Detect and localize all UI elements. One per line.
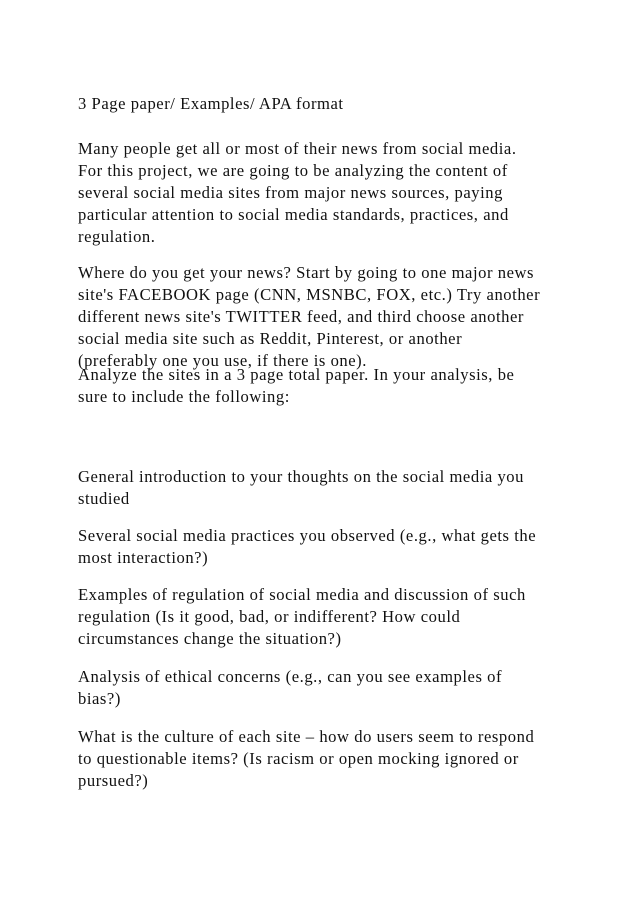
analysis-paragraph: Analyze the sites in a 3 page total paper. In your analysis, be sure to include the following: — [78, 365, 515, 406]
instructions-paragraph: Where do you get your news? Start by going to one major news site's FACEBOOK page (CNN, MSNBC, FOX, etc.) Try another different news site's TWITTER feed, and third choose another social media site such as Reddit, Pinterest, or another (preferably one you use, if there is one). — [78, 263, 541, 370]
requirement-item: General introduction to your thoughts on the social media you studied — [78, 467, 525, 508]
document-title: 3 Page paper/ Examples/ APA format — [78, 94, 344, 113]
requirement-item: Several social media practices you observed (e.g., what gets the most interaction?) — [78, 526, 537, 567]
intro-paragraph: Many people get all or most of their news from social media. For this project, we are going to be analyzing the content of several social media sites from major news sources, paying particular attention to social media standards, practices, and regulation. — [78, 139, 517, 246]
requirement-item: Examples of regulation of social media and discussion of such regulation (Is it good, bad, or indifferent? How could circumstances change the situation?) — [78, 585, 526, 648]
requirement-item: What is the culture of each site – how do users seem to respond to questionable items? (Is racism or open mocking ignored or pursued?) — [78, 727, 535, 790]
requirement-item: Analysis of ethical concerns (e.g., can you see examples of bias?) — [78, 667, 503, 708]
